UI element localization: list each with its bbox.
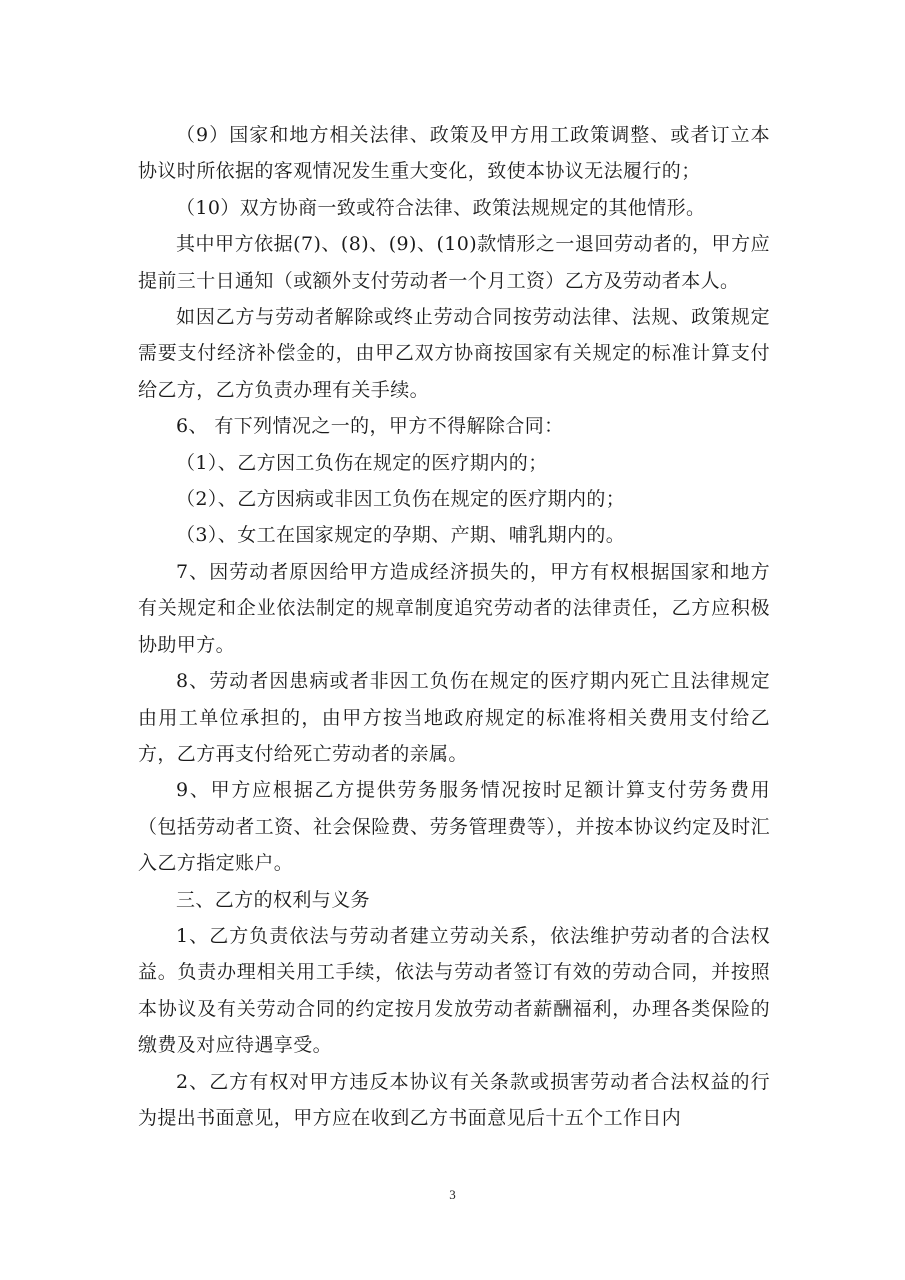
paragraph-item-9: 9、甲方应根据乙方提供劳务服务情况按时足额计算支付劳务费用（包括劳动者工资、社会保险费、劳务管理费等），并按本协议约定及时汇入乙方指定账户。 <box>138 779 770 875</box>
paragraph-item-6-3: （3）、女工在国家规定的孕期、产期、哺乳期内的。 <box>176 524 626 547</box>
paragraph-clause-10: （10）双方协商一致或符合法律、政策法规规定的其他情形。 <box>176 196 706 219</box>
page-number: 3 <box>449 1187 456 1202</box>
paragraph-item-8: 8、劳动者因患病或者非因工负伤在规定的医疗期内死亡且法律规定由用工单位承担的，由甲方按当地政府规定的标准将相关费用支付给乙方，乙方再支付给死亡劳动者的亲属。 <box>138 670 770 765</box>
paragraph-b-item-1: 1、乙方负责依法与劳动者建立劳动关系，依法维护劳动者的合法权益。负责办理相关用工手续，依法与劳动者签订有效的劳动合同，并按照本协议及有关劳动合同的约定按月发放劳动者薪酬福利，办理各类保险的缴费及对应待遇享受。 <box>138 924 770 1057</box>
paragraph-clause-9: （9）国家和地方相关法律、政策及甲方用工政策调整、或者订立本协议时所依据的客观情况发生重大变化，致使本协议无法履行的； <box>138 124 770 183</box>
paragraph-item-6: 6、 有下列情况之一的，甲方不得解除合同： <box>176 415 564 438</box>
paragraph-item-6-2: （2）、乙方因病或非因工负伤在规定的医疗期内的； <box>176 488 626 511</box>
paragraph-item-6-1: （1）、乙方因工负伤在规定的医疗期内的； <box>176 451 548 474</box>
paragraph-b-item-2: 2、乙方有权对甲方违反本协议有关条款或损害劳动者合法权益的行为提出书面意见，甲方应在收到乙方书面意见后十五个工作日内 <box>138 1070 770 1129</box>
section-heading-party-b-rights: 三、乙方的权利与义务 <box>176 888 371 911</box>
paragraph-item-7: 7、因劳动者原因给甲方造成经济损失的，甲方有权根据国家和地方有关规定和企业依法制定的规章制度追究劳动者的法律责任，乙方应积极协助甲方。 <box>138 560 770 656</box>
paragraph-notice-period: 其中甲方依据(7)、(8)、(9)、(10)款情形之一退回劳动者的，甲方应提前三十日通知（或额外支付劳动者一个月工资）乙方及劳动者本人。 <box>138 233 770 292</box>
paragraph-economic-compensation: 如因乙方与劳动者解除或终止劳动合同按劳动法律、法规、政策规定需要支付经济补偿金的，由甲乙双方协商按国家有关规定的标准计算支付给乙方，乙方负责办理有关手续。 <box>138 306 770 401</box>
document-body <box>138 117 770 1136</box>
